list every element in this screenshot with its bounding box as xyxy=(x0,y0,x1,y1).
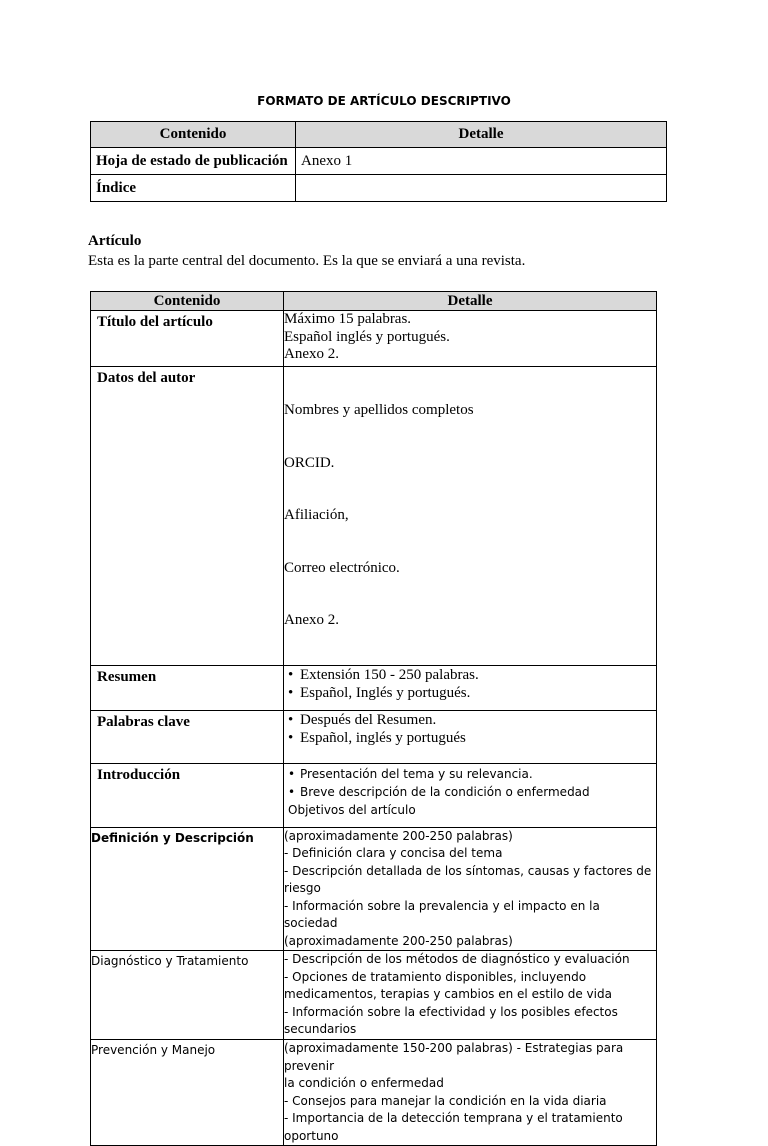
detail-line: (aproximadamente 200-250 palabras) xyxy=(284,828,513,843)
bullet-item: • Breve descripción de la condición o enfermedad xyxy=(284,783,656,801)
header-contenido: Contenido xyxy=(91,122,296,148)
detail-line: - Opciones de tratamiento disponibles, incluyendo xyxy=(284,969,587,984)
detail-line: Máximo 15 palabras. xyxy=(284,311,412,327)
summary-table xyxy=(90,121,667,202)
row-label: Título del artículo xyxy=(97,314,213,330)
detail-line: Afiliación, xyxy=(284,507,349,523)
table-row-introduccion xyxy=(91,763,657,827)
row-label: Diagnóstico y Tratamiento xyxy=(91,954,249,968)
table-row-diagnostico xyxy=(91,951,657,1040)
row-label: Introducción xyxy=(97,766,181,783)
detail-line: (aproximadamente 200-250 palabras) xyxy=(284,933,513,948)
bullet-item: • Español, inglés y portugués xyxy=(284,729,656,747)
row-label: Palabras clave xyxy=(97,713,190,730)
row-value: Anexo 1 xyxy=(296,148,667,175)
detail-line: Correo electrónico. xyxy=(284,559,400,576)
detail-line: (aproximadamente 150-200 palabras) - Estrategias para prevenir xyxy=(284,1041,624,1073)
table-row-titulo xyxy=(91,311,657,367)
document-title: FORMATO DE ARTÍCULO DESCRIPTIVO xyxy=(257,94,511,108)
detail-line: la condición o enfermedad xyxy=(284,1076,444,1090)
bullet-item: • Extensión 150 - 250 palabras. xyxy=(284,666,656,684)
table-row xyxy=(91,175,667,202)
detail-line: oportuno xyxy=(284,1128,339,1143)
row-label: Resumen xyxy=(97,668,157,685)
row-label: Datos del autor xyxy=(97,370,196,386)
table-header-row xyxy=(91,122,667,148)
detail-line: medicamentos, terapias y cambios en el estilo de vida xyxy=(284,987,612,1001)
detail-line: Español inglés y portugués. xyxy=(284,328,450,345)
row-label: Hoja de estado de publicación xyxy=(91,148,296,175)
article-description: Esta es la parte central del documento. Es la que se enviará a una revista. xyxy=(88,253,526,269)
table-row-resumen xyxy=(91,665,657,710)
detail-line: Anexo 2. xyxy=(284,346,339,362)
table-row xyxy=(91,148,667,175)
bullet-item: • Presentación del tema y su relevancia. xyxy=(284,765,656,783)
detail-line: - Información sobre la prevalencia y el impacto en la sociedad xyxy=(284,898,600,930)
table-header-row xyxy=(91,292,657,311)
detail-line: secundarios xyxy=(284,1022,357,1036)
row-value xyxy=(296,175,667,202)
bullet-item: • Después del Resumen. xyxy=(284,711,656,729)
detail-line: - Información sobre la efectividad y los posibles efectos xyxy=(284,1004,618,1019)
detail-line: - Descripción de los métodos de diagnóstico y evaluación xyxy=(284,952,630,966)
detail-line: Anexo 2. xyxy=(284,612,339,628)
table-row-prevencion xyxy=(91,1040,657,1146)
table-row-datos xyxy=(91,367,657,666)
detail-line: riesgo xyxy=(284,881,321,895)
table-row-definicion xyxy=(91,827,657,951)
detail-line: Objetivos del artículo xyxy=(288,802,416,817)
article-table xyxy=(90,291,657,1146)
detail-line: - Consejos para manejar la condición en la vida diaria xyxy=(284,1093,607,1108)
bullet-item: • Español, Inglés y portugués. xyxy=(284,684,656,702)
row-label: Índice xyxy=(91,175,296,202)
article-heading: Artículo xyxy=(88,233,142,249)
detail-line: Nombres y apellidos completos xyxy=(284,402,474,418)
header-detalle: Detalle xyxy=(284,292,657,311)
detail-line: - Descripción detallada de los síntomas, causas y factores de xyxy=(284,863,652,878)
row-label: Definición y Descripción xyxy=(91,830,254,845)
detail-line: - Definición clara y concisa del tema xyxy=(284,846,503,860)
detail-line: ORCID. xyxy=(284,454,335,471)
detail-line: - Importancia de la detección temprana y el tratamiento xyxy=(284,1111,623,1125)
table-row-palabras xyxy=(91,710,657,763)
row-label: Prevención y Manejo xyxy=(91,1043,216,1057)
header-contenido: Contenido xyxy=(91,292,284,311)
header-detalle: Detalle xyxy=(296,122,667,148)
